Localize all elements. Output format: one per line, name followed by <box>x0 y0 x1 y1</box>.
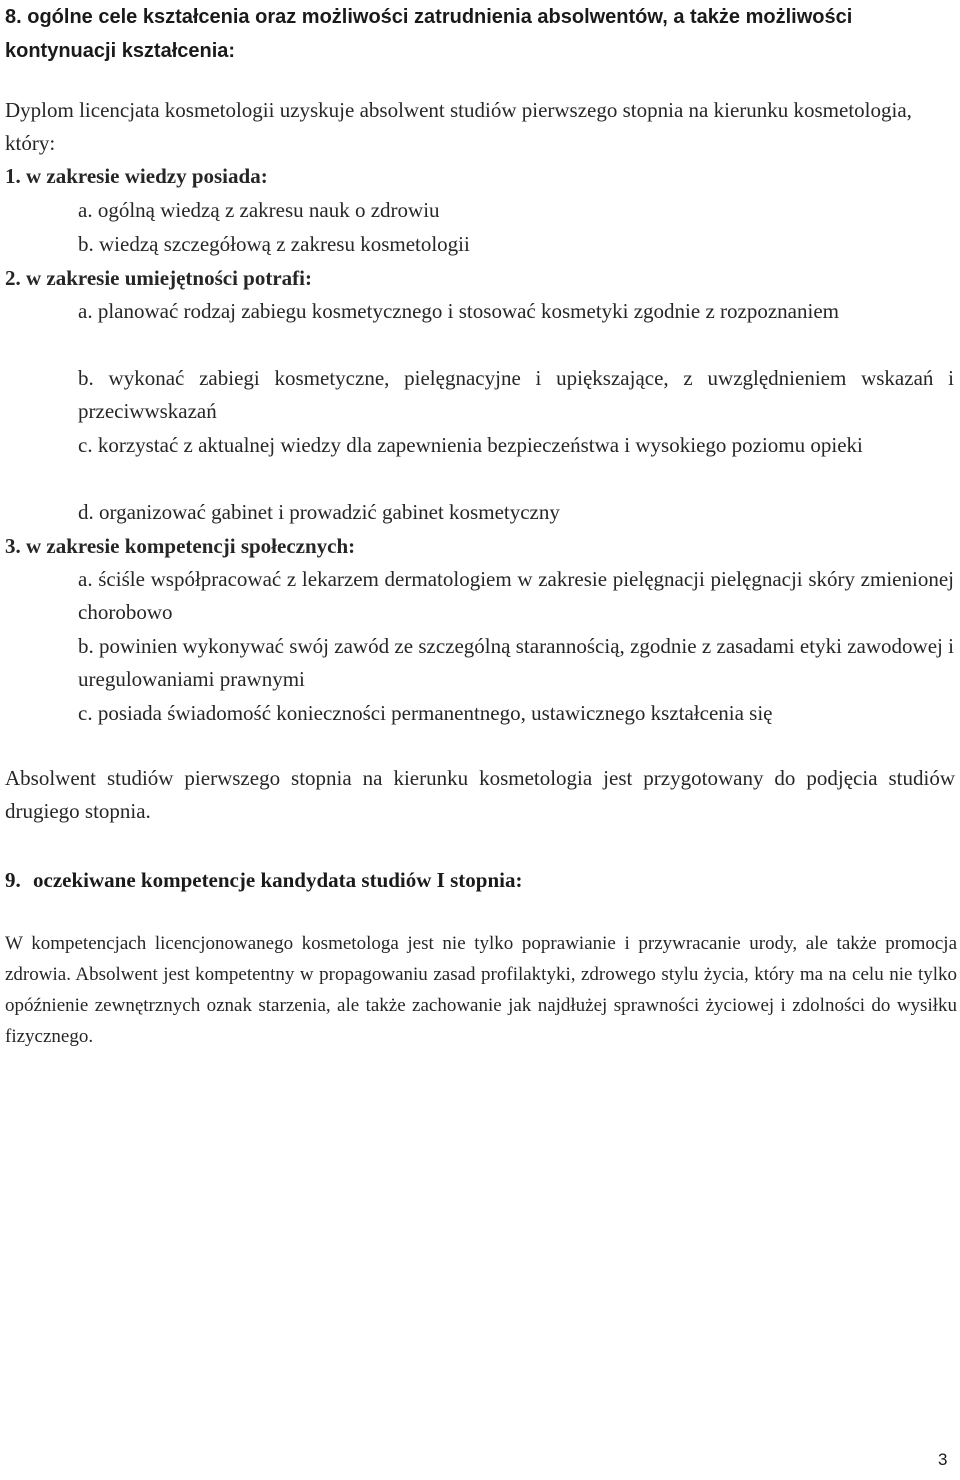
section-9-body: W kompetencjach licencjonowanego kosmetologa jest nie tylko poprawianie i przywracanie urody, ale także promocja zdrowia. Absolwent jest kompetentny w propagowaniu zasad profilaktyki, zdrowego stylu życia, który ma na celu nie tylko opóźnienie zewnętrznych oznak starzenia, ale także zachowanie jak najdłużej sprawności życiowej i zdolności do wysiłku fizycznego. <box>5 933 957 1047</box>
absolwent-paragraph: Absolwent studiów pierwszego stopnia na kierunku kosmetologia jest przygotowany do podjęcia studiów drugiego stopnia. <box>5 766 955 823</box>
social-sub-a: a. ściśle współpracować z lekarzem dermatologiem w zakresie pielęgnacji pielęgnacji skóry zmienionej chorobowo <box>78 567 954 624</box>
knowledge-item-label: 1. w zakresie wiedzy posiada: <box>5 164 268 188</box>
page-number: 3 <box>938 1450 948 1469</box>
knowledge-sub-b: b. wiedzą szczegółową z zakresu kosmetologii <box>78 232 470 256</box>
section-8-heading: 8. ogólne cele kształcenia oraz możliwości zatrudnienia absolwentów, a także możliwości kontynuacji kształcenia: <box>5 6 853 62</box>
skills-sub-a: a. planować rodzaj zabiegu kosmetycznego i stosować kosmetyki zgodnie z rozpoznaniem <box>78 299 839 323</box>
section-9-title: oczekiwane kompetencje kandydata studiów I stopnia: <box>33 868 523 892</box>
social-sub-b: b. powinien wykonywać swój zawód ze szczególną starannością, zgodnie z zasadami etyki zawodowej i uregulowaniami prawnymi <box>78 634 954 691</box>
social-item-label: 3. w zakresie kompetencji społecznych: <box>5 534 356 558</box>
knowledge-sub-a: a. ogólną wiedzą z zakresu nauk o zdrowiu <box>78 198 440 222</box>
skills-sub-c: c. korzystać z aktualnej wiedzy dla zapewnienia bezpieczeństwa i wysokiego poziomu opieki <box>78 433 863 457</box>
skills-item-label: 2. w zakresie umiejętności potrafi: <box>5 266 312 290</box>
social-sub-c: c. posiada świadomość konieczności permanentnego, ustawicznego kształcenia się <box>78 701 773 725</box>
section-9-number: 9. <box>5 868 21 892</box>
skills-sub-d: d. organizować gabinet i prowadzić gabinet kosmetyczny <box>78 500 560 524</box>
skills-sub-b: b. wykonać zabiegi kosmetyczne, pielęgnacyjne i upiększające, z uwzględnieniem wskazań i przeciwwskazań <box>78 366 954 423</box>
section-8-intro: Dyplom licencjata kosmetologii uzyskuje absolwent studiów pierwszego stopnia na kierunku kosmetologia, który: <box>5 98 912 155</box>
section-9-heading <box>5 864 955 897</box>
